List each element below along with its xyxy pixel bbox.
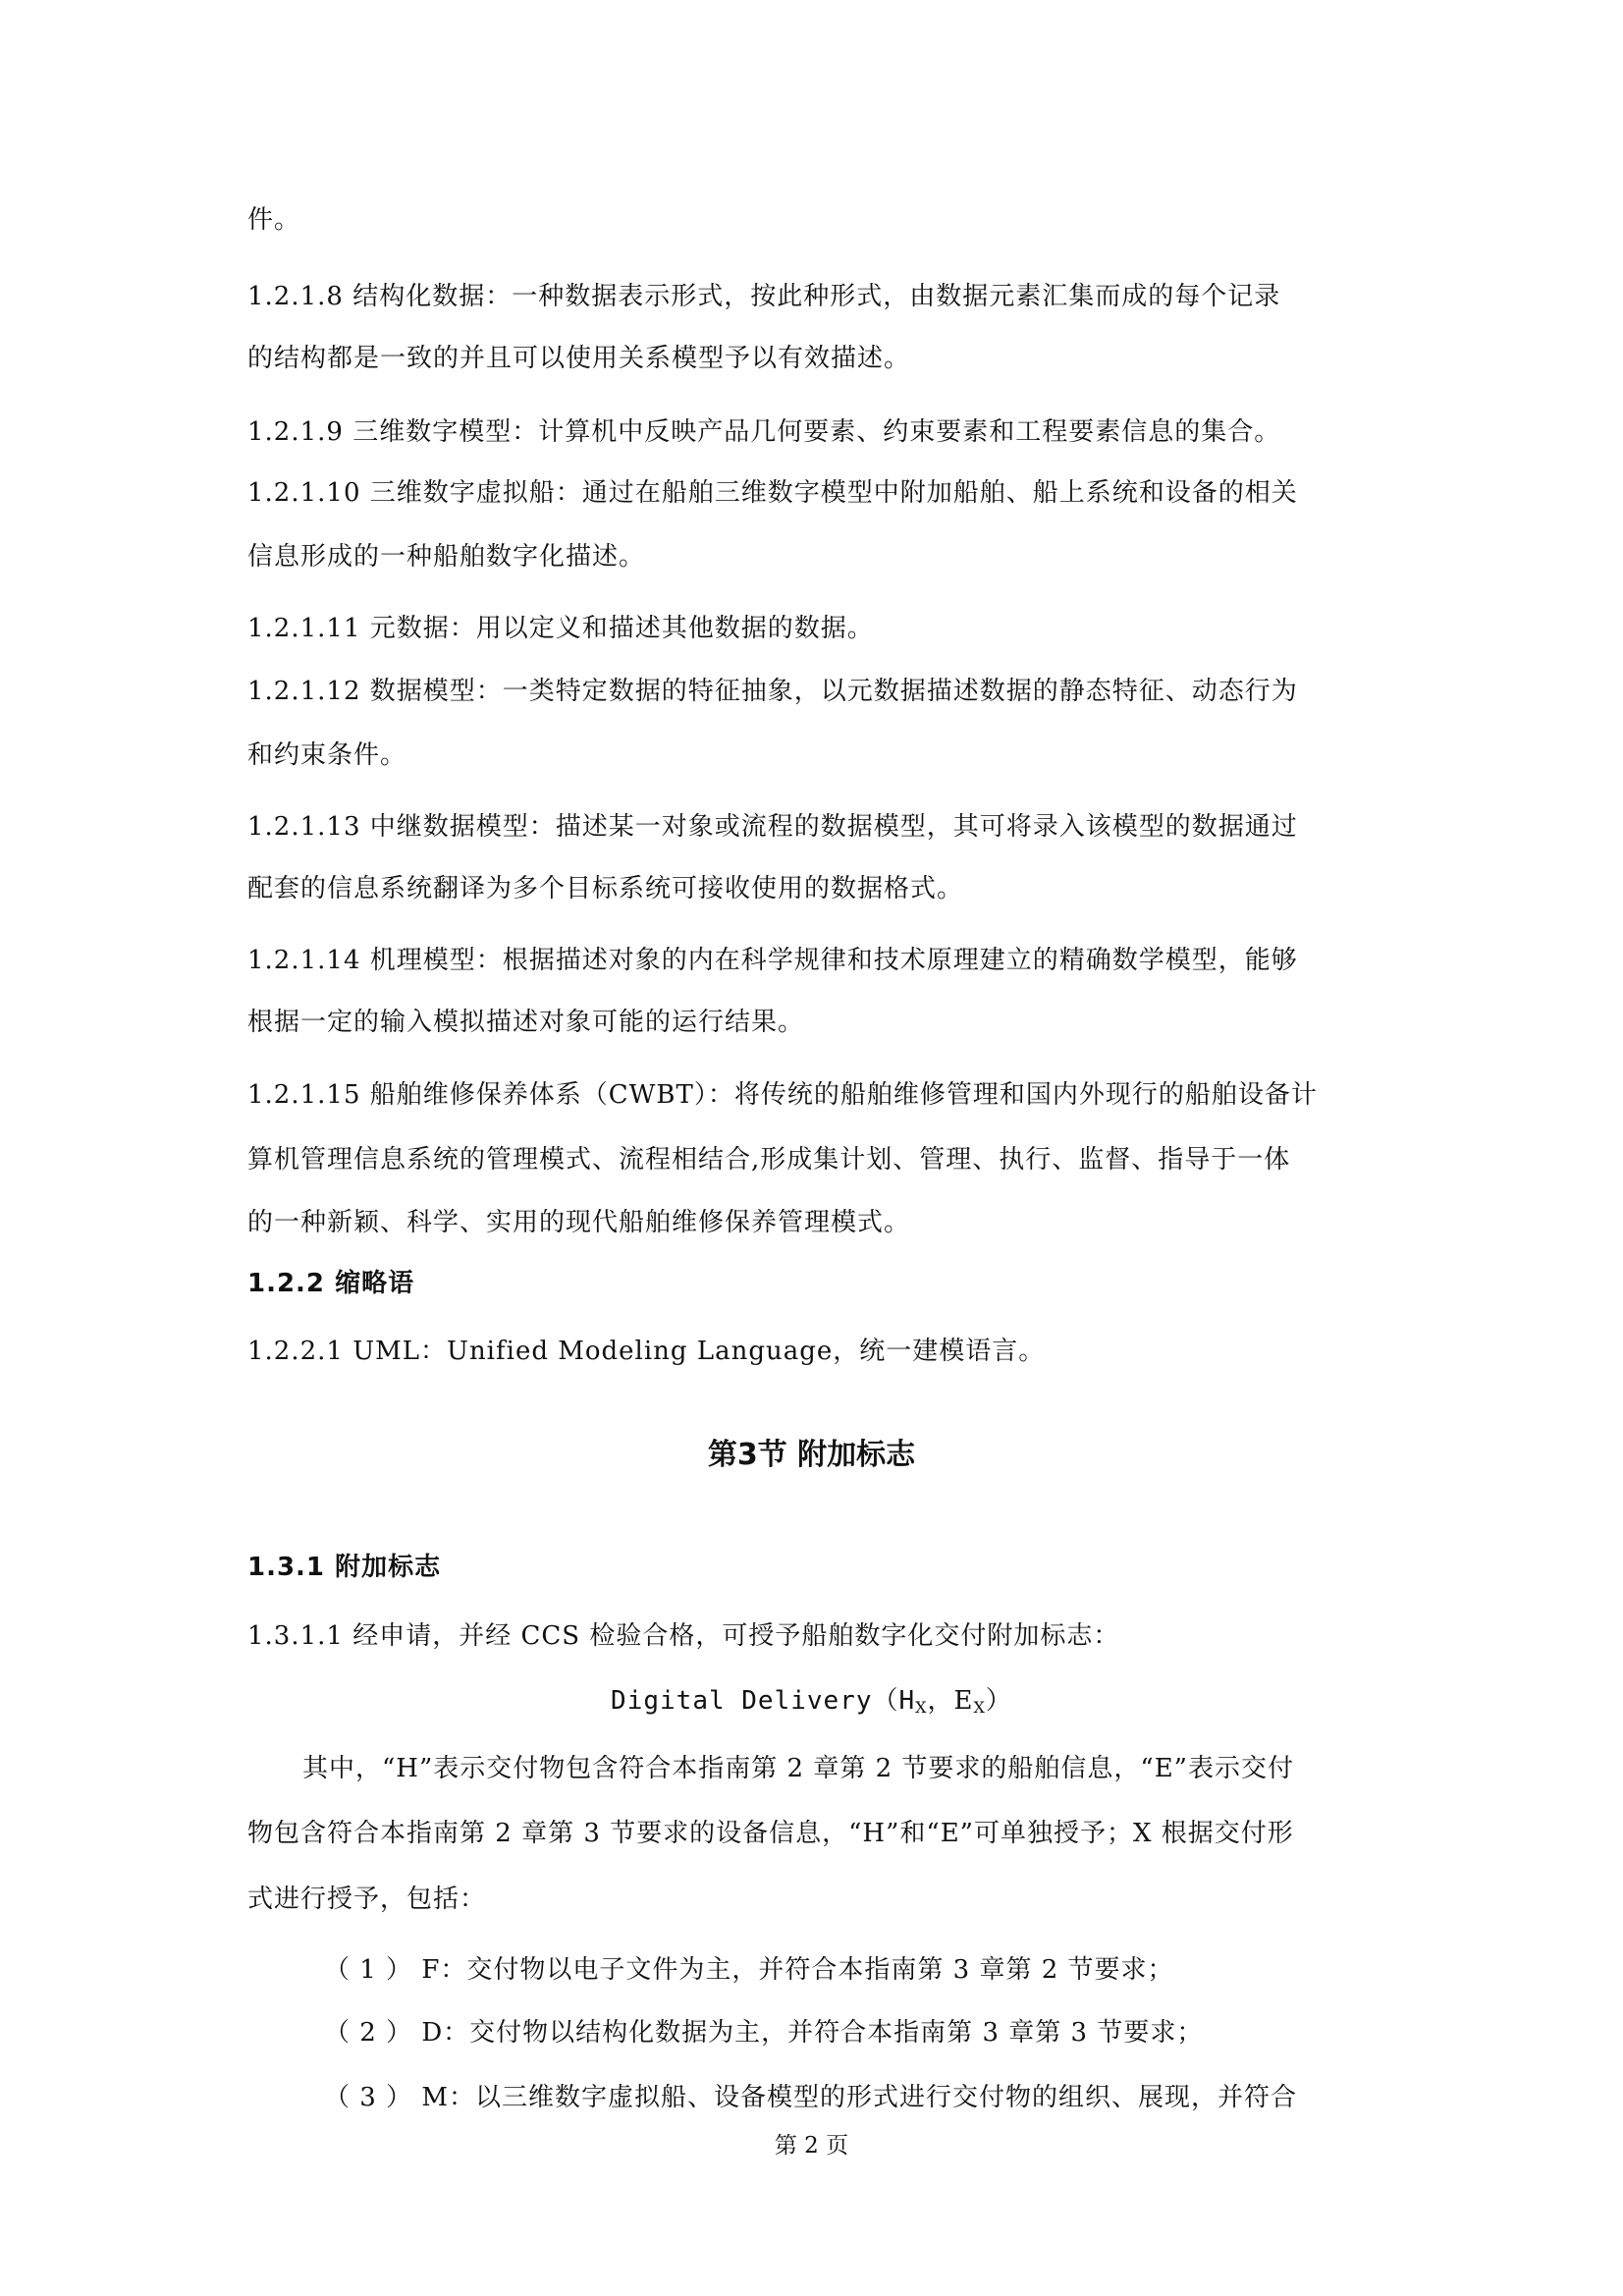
page-number: 第 2 页 (774, 2133, 849, 2159)
text-line: 信息形成的一种船舶数字化描述。 (247, 542, 646, 572)
paragraph-line: 式进行授予，包括： (247, 1885, 487, 1914)
clause-1-3-1-1: 1.3.1.1 经申请，并经 CCS 检验合格，可授予船舶数字化交付附加标志： (247, 1621, 1120, 1651)
formula-prefix: Digital Delivery（H (611, 1686, 916, 1716)
formula-suffix: ） (985, 1686, 1012, 1716)
definition-1-2-1-12: 1.2.1.12 数据模型：一类特定数据的特征抽象，以元数据描述数据的静态特征、动态行为 (247, 677, 1298, 706)
definition-1-2-1-14: 1.2.1.14 机理模型：根据描述对象的内在科学规律和技术原理建立的精确数学模型，能够 (247, 946, 1298, 975)
definition-1-2-1-9: 1.2.1.9 三维数字模型：计算机中反映产品几何要素、约束要素和工程要素信息的集合。 (247, 417, 1281, 447)
text-line: 的结构都是一致的并且可以使用关系模型予以有效描述。 (247, 344, 911, 373)
definition-1-2-1-13: 1.2.1.13 中继数据模型：描述某一对象或流程的数据模型，其可将录入该模型的数据通过 (247, 812, 1298, 842)
paragraph-line: 其中，“H”表示交付物包含符合本指南第 2 章第 2 节要求的船舶信息，“E”表示交付 (302, 1754, 1294, 1783)
heading-1-3-1: 1.3.1 附加标志 (247, 1553, 442, 1582)
list-item: （ 1 ） F：交付物以电子文件为主，并符合本指南第 3 章第 2 节要求； (324, 1955, 1174, 1985)
formula-sub-1: X (915, 1698, 928, 1717)
text-line: 的一种新颖、科学、实用的现代船舶维修保养管理模式。 (247, 1208, 911, 1237)
text-line: 算机管理信息系统的管理模式、流程相结合,形成集计划、管理、执行、监督、指导于一体 (247, 1145, 1291, 1175)
text-line: 配套的信息系统翻译为多个目标系统可接收使用的数据格式。 (247, 874, 964, 903)
list-item: （ 3 ） M：以三维数字虚拟船、设备模型的形式进行交付物的组织、展现，并符合 (324, 2083, 1297, 2112)
abbreviation-1-2-2-1: 1.2.2.1 UML：Unified Modeling Language，统一建模语言。 (247, 1337, 1046, 1366)
definition-1-2-1-10: 1.2.1.10 三维数字虚拟船：通过在船舶三维数字模型中附加船舶、船上系统和设备的相关 (247, 478, 1298, 508)
definition-1-2-1-8: 1.2.1.8 结构化数据：一种数据表示形式，按此种形式，由数据元素汇集而成的每个记录 (247, 282, 1281, 311)
notation-formula (0, 1684, 1623, 1724)
text-line: 件。 (247, 205, 301, 235)
formula-middle: ，E (927, 1686, 974, 1716)
definition-1-2-1-15: 1.2.1.15 船舶维修保养体系（CWBT）：将传统的船舶维修管理和国内外现行的船舶设备计 (247, 1080, 1318, 1110)
text-line: 根据一定的输入模拟描述对象可能的运行结果。 (247, 1008, 805, 1037)
definition-1-2-1-11: 1.2.1.11 元数据：用以定义和描述其他数据的数据。 (247, 614, 874, 643)
paragraph-line: 物包含符合本指南第 2 章第 3 节要求的设备信息，“H”和“E”可单独授予；X 根据交付形 (247, 1819, 1294, 1848)
section-title: 第3节 附加标志 (707, 1438, 916, 1472)
heading-1-2-2: 1.2.2 缩略语 (247, 1269, 415, 1298)
formula-sub-2: X (973, 1698, 986, 1717)
list-item: （ 2 ） D：交付物以结构化数据为主，并符合本指南第 3 章第 3 节要求； (324, 2018, 1204, 2048)
text-line: 和约束条件。 (247, 740, 407, 770)
